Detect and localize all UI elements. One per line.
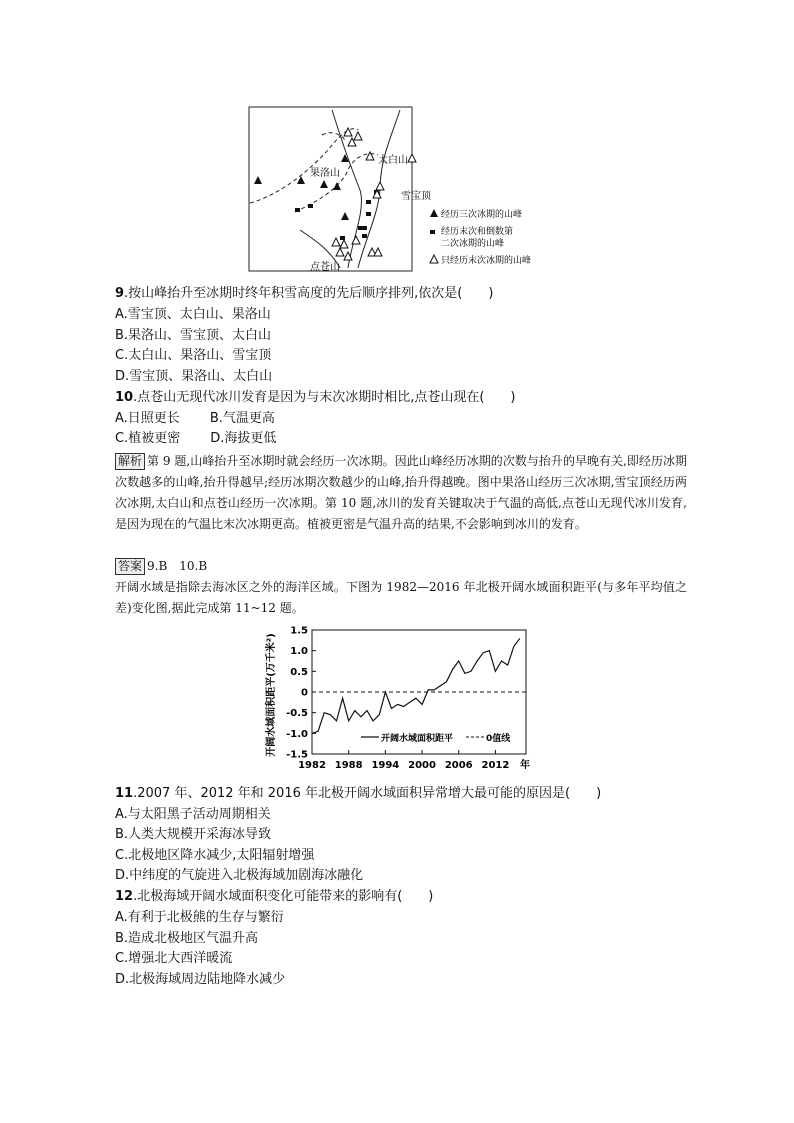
q11-option-c[interactable]: C.北极地区降水减少,太阳辐射增强 bbox=[115, 848, 315, 863]
question-9-number: 9 bbox=[115, 286, 125, 301]
legend-hollow-triangle-icon bbox=[430, 255, 438, 263]
place-label-xuebaoding: 雪宝顶 bbox=[401, 191, 431, 202]
map-dashed-boundary bbox=[295, 154, 378, 212]
answer-text: 9.B 10.B bbox=[147, 559, 208, 573]
chart-ylabel: 开阔水域面积距平(万千米²) bbox=[266, 633, 277, 757]
y-tick-label: -0.5 bbox=[286, 708, 308, 720]
question-11-stem: .2007 年、2012 年和 2016 年北极开阔水域面积异常增大最可能的原因是( ) bbox=[133, 786, 602, 801]
q11-option-b[interactable]: B.人类大规模开采海冰导致 bbox=[115, 827, 272, 842]
question-10-number: 10 bbox=[115, 390, 134, 405]
x-tick-label: 2006 bbox=[444, 760, 473, 771]
y-tick-label: 1.0 bbox=[290, 646, 308, 658]
legend-two-glaciations-1: 经历末次和倒数第 bbox=[441, 227, 514, 237]
glacier-map-figure bbox=[240, 100, 560, 280]
legend-zero-label: 0值线 bbox=[486, 734, 511, 744]
series-line-open-water-anomaly bbox=[312, 638, 520, 733]
question-12 bbox=[115, 887, 433, 907]
legend-filled-triangle-icon bbox=[430, 209, 438, 217]
question-12-stem: .北极海域开阔水域面积变化可能带来的影响有( ) bbox=[133, 889, 434, 904]
x-tick-label: 1982 bbox=[298, 760, 326, 771]
question-9-stem: .按山峰抬升至冰期时终年积雪高度的先后顺序排列,依次是( ) bbox=[124, 286, 494, 301]
answer-tag: 答案 bbox=[115, 558, 145, 575]
open-water-anomaly-chart bbox=[258, 620, 538, 780]
y-tick-label: -1.5 bbox=[286, 749, 308, 761]
legend-two-glaciations-2: 二次冰期的山峰 bbox=[441, 239, 505, 249]
legend-three-glaciations: 经历三次冰期的山峰 bbox=[441, 210, 523, 220]
q11-option-d[interactable]: D.中纬度的气旋进入北极海域加剧海冰融化 bbox=[115, 868, 364, 883]
question-12-number: 12 bbox=[115, 889, 134, 904]
q10-options-row-1 bbox=[115, 409, 275, 429]
question-11-number: 11 bbox=[115, 786, 134, 801]
q12-option-b[interactable]: B.造成北极地区气温升高 bbox=[115, 931, 259, 946]
q10-option-d[interactable]: D.海拔更低 bbox=[210, 431, 277, 446]
x-tick-label: 2012 bbox=[481, 760, 510, 771]
question-9 bbox=[115, 284, 493, 304]
analysis-tag: 解析 bbox=[115, 453, 145, 470]
x-tick-label: 2000 bbox=[408, 760, 436, 771]
analysis-block bbox=[115, 451, 687, 535]
q10-option-a[interactable]: A.日照更长 bbox=[115, 411, 180, 426]
y-tick-label: 0 bbox=[301, 687, 308, 699]
legend-last-glaciation: 只经历末次冰期的山峰 bbox=[441, 256, 532, 266]
q9-option-d[interactable]: D.雪宝顶、果洛山、太白山 bbox=[115, 369, 273, 384]
answer-block bbox=[115, 556, 687, 577]
x-tick-label: 1994 bbox=[371, 760, 400, 771]
q10-option-b[interactable]: B.气温更高 bbox=[209, 411, 275, 426]
q12-option-a[interactable]: A.有利于北极熊的生存与繁衍 bbox=[115, 910, 284, 925]
place-label-diancangshan: 点苍山 bbox=[310, 262, 340, 273]
q12-option-c[interactable]: C.增强北大西洋暖流 bbox=[115, 951, 233, 966]
q9-option-b[interactable]: B.果洛山、雪宝顶、太白山 bbox=[115, 328, 272, 343]
y-tick-label: -1.0 bbox=[286, 728, 308, 740]
q11-option-a[interactable]: A.与太阳黑子活动周期相关 bbox=[115, 807, 271, 822]
map-frame bbox=[249, 107, 412, 271]
q9-option-a[interactable]: A.雪宝顶、太白山、果洛山 bbox=[115, 307, 271, 322]
y-tick-label: 1.5 bbox=[290, 625, 308, 637]
chart-intro: 开阔水域是指除去海冰区之外的海洋区域。下图为 1982—2016 年北极开阔水域面积距平(与多年平均值之差)变化图,据此完成第 11~12 题。 bbox=[115, 580, 687, 615]
peak-two-glaciations bbox=[295, 190, 379, 240]
q10-options-row-2 bbox=[115, 429, 276, 449]
question-10 bbox=[115, 388, 516, 408]
place-label-taibaishan: 太白山 bbox=[378, 155, 408, 166]
q10-option-c[interactable]: C.植被更密 bbox=[115, 431, 181, 446]
peak-three-glaciations bbox=[254, 154, 349, 220]
q12-option-d[interactable]: D.北极海域周边陆地降水减少 bbox=[115, 972, 286, 987]
x-axis-unit-label: 年 bbox=[520, 760, 530, 771]
y-tick-label: 0.5 bbox=[290, 666, 308, 678]
legend-series-label: 开阔水域面积距平 bbox=[381, 734, 454, 744]
question-11 bbox=[115, 784, 601, 804]
place-label-guoluoshan: 果洛山 bbox=[310, 168, 340, 179]
question-10-stem: .点苍山无现代冰川发育是因为与末次冰期时相比,点苍山现在( ) bbox=[133, 390, 516, 405]
analysis-text: 第 9 题,山峰抬升至冰期时就会经历一次冰期。因此山峰经历冰期的次数与抬升的早晚有关,即经历冰期次数越多的山峰,抬升得越早;经历冰期次数越少的山峰,抬升得越晚。图中果洛山经历三次冰期,雪宝顶经历两次冰期,太白山和点苍山经历一次冰期。第 10 题,冰川的发育关键取决于气温的高低,点苍山无现代冰川发育,是因为现在的气温比末次冰期更高。植被更密是气温升高的结果,不会影响到冰川的发育。 bbox=[115, 454, 687, 531]
q9-option-c[interactable]: C.太白山、果洛山、雪宝顶 bbox=[115, 348, 272, 363]
x-tick-label: 1988 bbox=[334, 760, 363, 771]
legend-half-triangle-icon bbox=[430, 230, 435, 234]
